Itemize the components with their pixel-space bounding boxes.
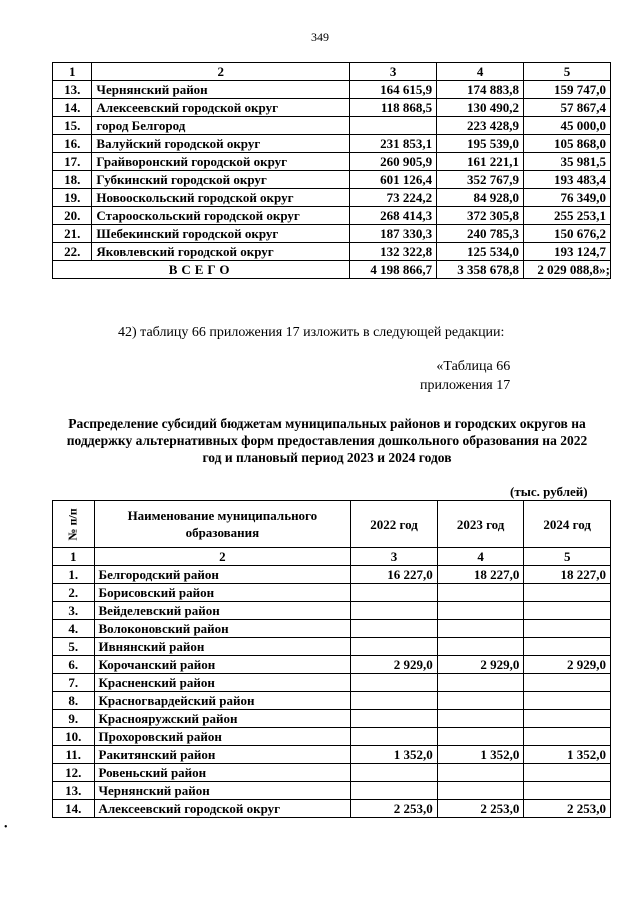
index-cell: 1 [53,548,95,566]
municipality-name: Белгородский район [94,566,351,584]
value-2023: 2 253,0 [437,800,524,818]
value-2023: 18 227,0 [437,566,524,584]
row-number: 5. [53,638,95,656]
table-row [53,584,611,602]
value-2023: 195 539,0 [437,135,524,153]
value-2022: 260 905,9 [350,153,437,171]
row-number: 3. [53,602,95,620]
value-2024: 255 253,1 [524,207,611,225]
value-2022 [351,728,438,746]
row-number: 19. [53,189,92,207]
municipality-name: Ровеньский район [94,764,351,782]
value-2023 [437,638,524,656]
value-2023 [437,692,524,710]
table-row [53,189,611,207]
municipality-name: Чернянский район [94,782,351,800]
table-row [53,782,611,800]
row-number: 16. [53,135,92,153]
value-2024 [524,638,611,656]
table-header-row [53,63,611,81]
municipality-name: Яковлевский городской округ [92,243,350,261]
table-row [53,602,611,620]
total-2024-value: 2 029 088,8 [537,261,600,277]
municipality-name: Красногвардейский район [94,692,351,710]
value-2023 [437,584,524,602]
row-number: 13. [53,782,95,800]
row-number: 21. [53,225,92,243]
municipality-name: Краснояружский район [94,710,351,728]
index-cell: 2 [94,548,351,566]
value-2023 [437,674,524,692]
value-2022 [351,620,438,638]
value-2024: 1 352,0 [524,746,611,764]
value-2024: 2 253,0 [524,800,611,818]
table-row [53,710,611,728]
row-number: 14. [53,800,95,818]
table-header-row [53,501,611,548]
row-number: 20. [53,207,92,225]
table-row [53,746,611,764]
value-2023: 84 928,0 [437,189,524,207]
page-number: 349 [311,30,329,44]
total-2022: 4 198 866,7 [350,261,437,279]
row-number: 9. [53,710,95,728]
row-number: 6. [53,656,95,674]
caption-table-number: «Таблица 66 [436,359,511,374]
table-row [53,117,611,135]
value-2023 [437,728,524,746]
value-2022: 231 853,1 [350,135,437,153]
municipality-name: Старооскольский городской округ [92,207,350,225]
margin-mark: • [4,822,8,833]
value-2024: 150 676,2 [524,225,611,243]
row-number: 22. [53,243,92,261]
value-2023: 1 352,0 [437,746,524,764]
value-2023 [437,620,524,638]
municipality-name: Губкинский городской округ [92,171,350,189]
municipality-name: Красненский район [94,674,351,692]
table-row [53,566,611,584]
value-2023 [437,602,524,620]
municipality-name: Прохоровский район [94,728,351,746]
value-2022: 164 615,9 [350,81,437,99]
value-2022: 1 352,0 [351,746,438,764]
row-number: 18. [53,171,92,189]
total-label: ВСЕГО [53,261,350,279]
value-2022 [351,710,438,728]
value-2024: 57 867,4 [524,99,611,117]
municipality-name: Валуйский городской округ [92,135,350,153]
value-2022: 132 322,8 [350,243,437,261]
table-row [53,674,611,692]
index-cell: 5 [524,548,611,566]
municipality-name: Новооскольский городской округ [92,189,350,207]
value-2022: 187 330,3 [350,225,437,243]
municipality-name: Ракитянский район [94,746,351,764]
table-row [53,207,611,225]
table-row [53,692,611,710]
value-2022 [350,117,437,135]
value-2024: 193 124,7 [524,243,611,261]
table-row [53,620,611,638]
value-2022 [351,782,438,800]
value-2022: 2 929,0 [351,656,438,674]
subsidy-table [52,500,611,818]
row-number: 13. [53,81,92,99]
value-2024 [524,584,611,602]
value-2023 [437,782,524,800]
table-row [53,800,611,818]
header-2024: 2024 год [524,501,611,548]
table-row [53,656,611,674]
table-row [53,81,611,99]
row-number: 15. [53,117,92,135]
value-2023: 352 767,9 [437,171,524,189]
index-cell: 4 [437,548,524,566]
table-row [53,243,611,261]
value-2024: 105 868,0 [524,135,611,153]
value-2023 [437,710,524,728]
table-heading: Распределение субсидий бюджетам муниципальных районов и городских округов на поддержку альтернативных форм предоставления дошкольного образования на 2022 год и плановый период 2023 и 2024 годов [66,416,588,465]
value-2024: 35 981,5 [524,153,611,171]
row-number: 2. [53,584,95,602]
row-number: 4. [53,620,95,638]
row-number: 10. [53,728,95,746]
value-2022 [351,584,438,602]
value-2024: 193 483,4 [524,171,611,189]
value-2023 [437,764,524,782]
header-cell: 3 [350,63,437,81]
municipality-name: Ивнянский район [94,638,351,656]
municipality-name: город Белгород [92,117,350,135]
total-2024 [524,261,611,279]
table-row [53,764,611,782]
value-2022 [351,674,438,692]
municipality-name: Алексеевский городской округ [94,800,351,818]
value-2024 [524,692,611,710]
value-2023: 223 428,9 [437,117,524,135]
value-2022: 118 868,5 [350,99,437,117]
municipality-name: Чернянский район [92,81,350,99]
value-2024 [524,764,611,782]
header-name: Наименование муниципального образования [94,501,351,548]
value-2024 [524,728,611,746]
header-cell: 4 [437,63,524,81]
value-2022: 268 414,3 [350,207,437,225]
municipality-name: Алексеевский городской округ [92,99,350,117]
value-2023: 2 929,0 [437,656,524,674]
value-2023: 174 883,8 [437,81,524,99]
header-2023: 2023 год [437,501,524,548]
row-number: 1. [53,566,95,584]
value-2023: 125 534,0 [437,243,524,261]
value-2023: 372 305,8 [437,207,524,225]
value-2024: 76 349,0 [524,189,611,207]
value-2022 [351,692,438,710]
column-index-row [53,548,611,566]
municipality-name: Корочанский район [94,656,351,674]
row-number: 14. [53,99,92,117]
value-2024 [524,602,611,620]
value-2024 [524,620,611,638]
municipality-name: Грайворонский городской округ [92,153,350,171]
total-row [53,261,611,279]
previous-table-continuation [52,62,611,279]
value-2024 [524,710,611,728]
header-number [53,501,95,548]
municipality-name: Вейделевский район [94,602,351,620]
value-2024 [524,674,611,692]
row-number: 7. [53,674,95,692]
value-2022: 73 224,2 [350,189,437,207]
row-number: 11. [53,746,95,764]
municipality-name: Волоконовский район [94,620,351,638]
amendment-instruction: 42) таблицу 66 приложения 17 изложить в следующей редакции: [118,325,505,340]
table-row [53,171,611,189]
unit-label: (тыс. рублей) [510,484,588,499]
municipality-name: Шебекинский городской округ [92,225,350,243]
municipality-name: Борисовский район [94,584,351,602]
table-row [53,638,611,656]
header-number-text: № п/п [65,508,80,541]
value-2023: 240 785,3 [437,225,524,243]
value-2024 [524,782,611,800]
table-row [53,153,611,171]
table-row [53,728,611,746]
value-2023: 130 490,2 [437,99,524,117]
value-2022 [351,638,438,656]
caption-appendix: приложения 17 [420,378,511,393]
value-2022: 2 253,0 [351,800,438,818]
value-2022 [351,764,438,782]
header-cell: 5 [524,63,611,81]
table-row [53,99,611,117]
value-2022: 601 126,4 [350,171,437,189]
index-cell: 3 [351,548,438,566]
table-caption [420,357,510,395]
total-2023: 3 358 678,8 [437,261,524,279]
value-2023: 161 221,1 [437,153,524,171]
value-2024: 2 929,0 [524,656,611,674]
header-2022: 2022 год [351,501,438,548]
table-row [53,135,611,153]
table-row [53,225,611,243]
value-2024: 18 227,0 [524,566,611,584]
row-number: 12. [53,764,95,782]
row-number: 17. [53,153,92,171]
header-cell: 2 [92,63,350,81]
value-2022 [351,602,438,620]
row-number: 8. [53,692,95,710]
header-cell: 1 [53,63,92,81]
value-2022: 16 227,0 [351,566,438,584]
closing-quote: »; [599,261,610,277]
value-2024: 159 747,0 [524,81,611,99]
value-2024: 45 000,0 [524,117,611,135]
